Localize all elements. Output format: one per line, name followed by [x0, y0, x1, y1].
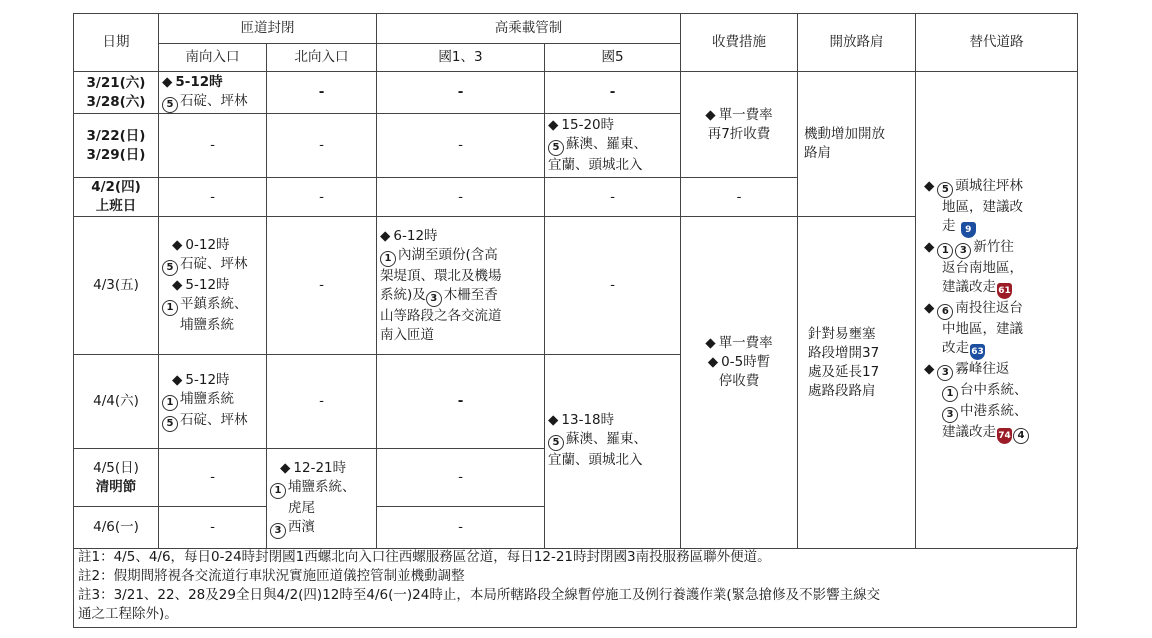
header-nat13: 國1、3 [377, 44, 545, 72]
freeway-5-icon: 5 [162, 97, 178, 113]
expressway-63-icon: 63 [970, 344, 985, 360]
south-entry-cell: - [159, 507, 267, 549]
date-cell: 4/3(五) [74, 217, 159, 355]
nat5-cell: - [545, 217, 681, 355]
header-shoulder: 開放路肩 [798, 14, 916, 72]
nat13-cell: - [377, 355, 545, 449]
south-entry-cell: ◆ 5-12時 5 石碇、坪林 [159, 72, 267, 114]
nat5-cell: - [545, 72, 681, 114]
nat13-cell: - [377, 114, 545, 178]
traffic-control-table [73, 13, 1078, 549]
freeway-5-icon: 5 [937, 182, 953, 198]
freeway-1-icon: 1 [270, 483, 286, 499]
south-entry-cell: ◆ 0-12時 5 石碇、坪林 ◆ 5-12時 1 平鎮系統、 埔鹽系統 [159, 217, 267, 355]
shoulder-cell: 針對易壅塞 路段增開37 處及延長17 處路段路肩 [798, 217, 916, 549]
north-entry-cell: - [267, 178, 377, 217]
expressway-61-icon: 61 [997, 283, 1012, 299]
freeway-1-icon: 1 [937, 243, 953, 259]
nat5-cell: - [545, 178, 681, 217]
freeway-1-icon: 1 [942, 386, 958, 402]
freeway-6-icon: 6 [937, 304, 953, 320]
freeway-3-icon: 3 [955, 243, 971, 259]
freeway-1-icon: 1 [380, 251, 396, 267]
alt-route-cell: ◆ 5 頭城往坪林 地區，建議改 走 9 ◆ 1 3 新竹往 返台南地區， 建議改走 61 ◆ 6 南投往返台 中地區，建議 改走 63 ◆ 3 霧峰往返 1 台中系統、 3 中港系統、 建議改走 74 4 [916, 72, 1078, 549]
south-entry-cell: - [159, 178, 267, 217]
freeway-4-icon: 4 [1013, 428, 1029, 444]
nat13-cell: - [377, 178, 545, 217]
highway-9-icon: 9 [961, 222, 976, 238]
freeway-3-icon: 3 [937, 365, 953, 381]
date-cell: 4/2(四) 上班日 [74, 178, 159, 217]
nat13-cell: ◆ 6-12時 1 內湖至頭份(含高 架堤頂、環北及機場 系統)及 3 木柵至香 山等路段之各交流道 南入匝道 [377, 217, 545, 355]
footnote-3-cont: 通之工程除外)。 [78, 606, 178, 622]
nat5-cell: ◆ 13-18時 5 蘇澳、羅東、 宜蘭、頭城北入 [545, 355, 681, 549]
freeway-3-icon: 3 [426, 291, 442, 307]
header-ramp-closure: 匝道封閉 [159, 14, 377, 44]
north-entry-cell: - [267, 114, 377, 178]
expressway-74-icon: 74 [997, 428, 1012, 444]
nat13-cell: - [377, 72, 545, 114]
north-entry-cell: ◆ 12-21時 1 埔鹽系統、 虎尾 3 西濱 [267, 449, 377, 549]
freeway-3-icon: 3 [270, 523, 286, 539]
north-entry-cell: - [267, 355, 377, 449]
footnote-2: 註2：假期間將視各交流道行車狀況實施匝道儀控管制並機動調整 [78, 568, 465, 584]
header-hov: 高乘載管制 [377, 14, 681, 44]
date-cell: 4/4(六) [74, 355, 159, 449]
freeway-5-icon: 5 [162, 260, 178, 276]
south-entry-cell: ◆ 5-12時 1 埔鹽系統 5 石碇、坪林 [159, 355, 267, 449]
header-alt: 替代道路 [916, 14, 1078, 72]
header-nat5: 國5 [545, 44, 681, 72]
freeway-5-icon: 5 [548, 435, 564, 451]
header-toll: 收費措施 [681, 14, 798, 72]
header-north-entry: 北向入口 [267, 44, 377, 72]
nat13-cell: - [377, 449, 545, 507]
freeway-1-icon: 1 [162, 300, 178, 316]
toll-cell: ◆ 單一費率 再7折收費 [681, 72, 798, 178]
footnotes [73, 547, 1077, 628]
header-south-entry: 南向入口 [159, 44, 267, 72]
toll-cell: - [681, 178, 798, 217]
date-cell: 4/6(一) [74, 507, 159, 549]
freeway-1-icon: 1 [162, 395, 178, 411]
nat5-cell: ◆ 15-20時 5 蘇澳、羅東、 宜蘭、頭城北入 [545, 114, 681, 178]
freeway-5-icon: 5 [162, 416, 178, 432]
footnote-1: 註1：4/5、4/6，每日0-24時封閉國1西螺北向入口往西螺服務區岔道，每日12-21時封閉國3南投服務區聯外便道。 [78, 549, 771, 565]
nat13-cell: - [377, 507, 545, 549]
freeway-5-icon: 5 [548, 140, 564, 156]
south-entry-cell: - [159, 449, 267, 507]
freeway-3-icon: 3 [942, 407, 958, 423]
date-cell: 4/5(日) 清明節 [74, 449, 159, 507]
south-entry-cell: - [159, 114, 267, 178]
toll-cell: ◆ 單一費率 ◆ 0-5時暫 停收費 [681, 217, 798, 549]
north-entry-cell: - [267, 72, 377, 114]
shoulder-cell: 機動增加開放 路肩 [798, 72, 916, 217]
header-date: 日期 [74, 14, 159, 72]
date-cell: 3/21(六) 3/28(六) [74, 72, 159, 114]
date-cell: 3/22(日) 3/29(日) [74, 114, 159, 178]
north-entry-cell: - [267, 217, 377, 355]
footnote-3: 註3：3/21、22、28及29全日與4/2(四)12時至4/6(一)24時止，本局所轄路段全線暫停施工及例行養護作業(緊急搶修及不影響主線交 [78, 587, 881, 603]
